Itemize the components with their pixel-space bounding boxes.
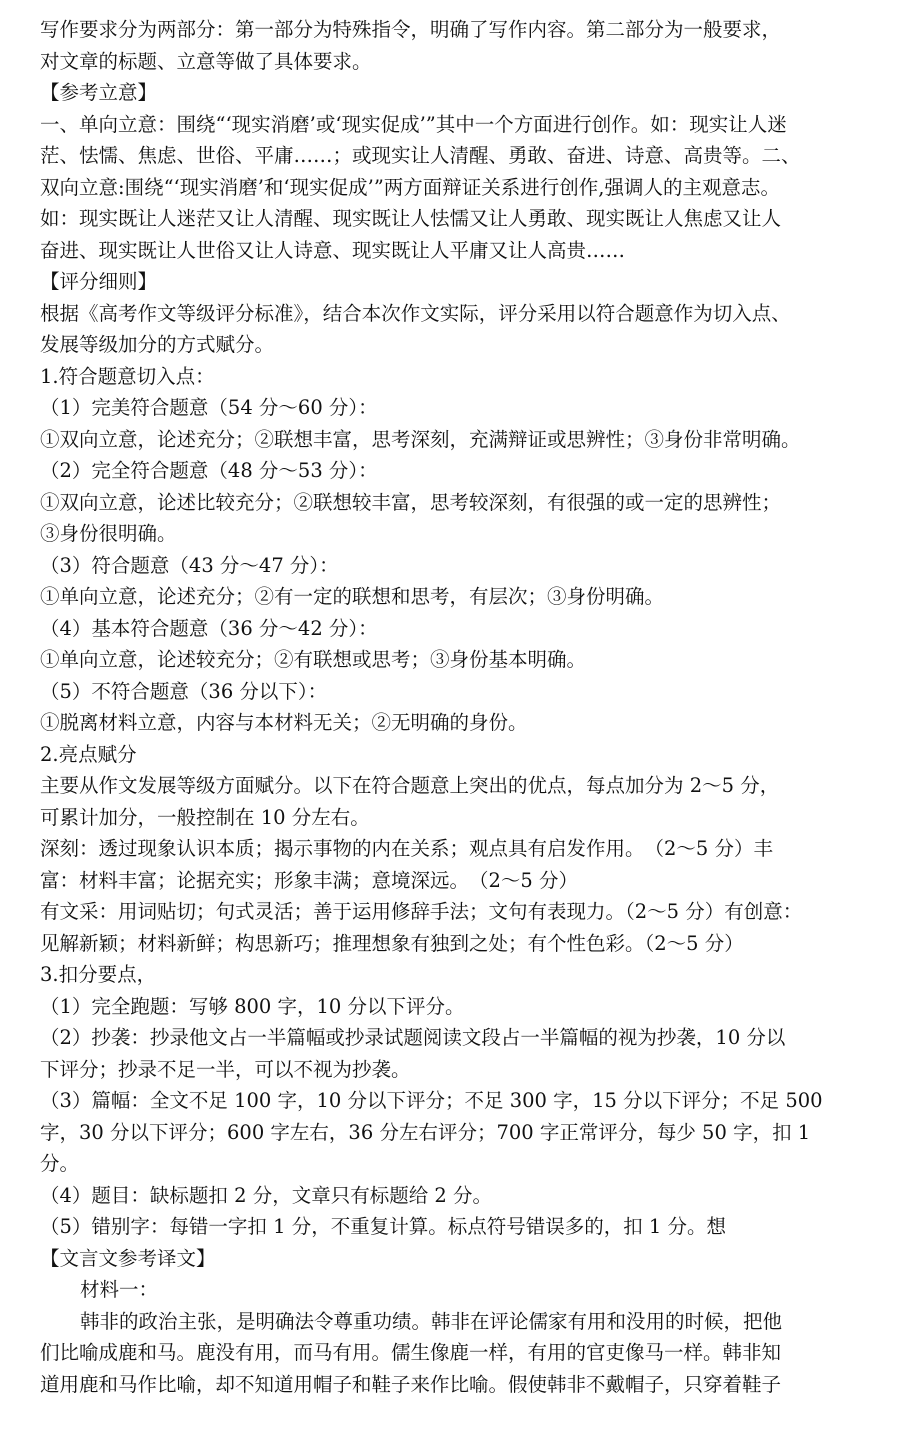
text-line: 下评分；抄录不足一半，可以不视为抄袭。: [40, 1057, 411, 1081]
text-line: 双向立意:围绕“‘现实消磨’和‘现实促成’”两方面辩证关系进行创作,强调人的主观意志。: [40, 175, 781, 199]
text-line: 2.亮点赋分: [40, 742, 137, 766]
text-line: （3）符合题意（43 分～47 分）：: [40, 553, 339, 577]
text-line: ①脱离材料立意，内容与本材料无关；②无明确的身份。: [40, 711, 528, 734]
text-line: 写作要求分为两部分：第一部分为特殊指令，明确了写作内容。第二部分为一般要求，: [40, 18, 782, 41]
text-line: （3）篇幅：全文不足 100 字，10 分以下评分；不足 300 字，15 分以下评分；不足 500: [40, 1089, 823, 1112]
section-heading: 【文言文参考译文】: [40, 1246, 216, 1270]
text-line: 一、单向立意：围绕“‘现实消磨’或‘现实促成’”其中一个方面进行创作。如：现实让人迷: [40, 112, 787, 136]
document-page: [40, 14, 866, 1400]
text-line: ①双向立意，论述充分；②联想丰富，思考深刻，充满辩证或思辨性；③身份非常明确。: [40, 427, 801, 451]
text-line: 字，30 分以下评分；600 字左右，36 分左右评分；700 字正常评分，每少 50 字，扣 1: [40, 1120, 811, 1144]
section-heading: 【参考立意】: [40, 81, 158, 104]
text-line: ①单向立意，论述较充分；②有联想或思考；③身份基本明确。: [40, 648, 587, 671]
text-line: 对文章的标题、立意等做了具体要求。: [40, 49, 372, 73]
text-line: 富：材料丰富；论据充实；形象丰满；意境深远。 （2～5 分）: [40, 868, 579, 892]
text-line: 韩非的政治主张，是明确法令尊重功绩。韩非在评论儒家有用和没用的时候，把他: [80, 1309, 783, 1333]
text-line: 根据《高考作文等级评分标准》，结合本次作文实际，评分采用以符合题意作为切入点、: [40, 301, 791, 325]
text-line: 们比喻成鹿和马。鹿没有用，而马有用。儒生像鹿一样，有用的官吏像马一样。韩非知: [40, 1341, 782, 1364]
text-line: 主要从作文发展等级方面赋分。以下在符合题意上突出的优点，每点加分为 2～5 分，: [40, 774, 780, 797]
text-line: 材料一：: [80, 1278, 159, 1301]
text-line: 有文采：用词贴切；句式灵活；善于运用修辞手法；文句有表现力。（2～5 分）有创意：: [40, 900, 803, 923]
text-line: 奋进、现实既让人世俗又让人诗意、现实既让人平庸又让人高贵……: [40, 238, 626, 262]
text-line: 茫、怯懦、焦虑、世俗、平庸……；或现实让人清醒、勇敢、奋进、诗意、高贵等。二、: [40, 144, 801, 167]
text-line: 深刻：透过现象认识本质；揭示事物的内在关系；观点具有启发作用。 （2～5 分）丰: [40, 837, 774, 860]
text-line: 发展等级加分的方式赋分。: [40, 333, 275, 356]
section-heading: 【评分细则】: [40, 270, 158, 293]
text-line: ①双向立意，论述比较充分；②联想较丰富，思考较深刻，有很强的或一定的思辨性；: [40, 490, 782, 514]
text-line: ①单向立意，论述充分；②有一定的联想和思考，有层次；③身份明确。: [40, 585, 665, 608]
text-line: 道用鹿和马作比喻，却不知道用帽子和鞋子来作比喻。假使韩非不戴帽子，只穿着鞋子: [40, 1372, 782, 1396]
text-line: （2）完全符合题意（48 分～53 分）：: [40, 459, 378, 482]
text-line: （2）抄袭：抄录他文占一半篇幅或抄录试题阅读文段占一半篇幅的视为抄袭，10 分以: [40, 1026, 786, 1049]
text-line: 分。: [40, 1152, 80, 1175]
text-line: （4）题目：缺标题扣 2 分，文章只有标题给 2 分。: [40, 1183, 493, 1207]
text-line: 可累计加分，一般控制在 10 分左右。: [40, 805, 370, 829]
text-line: ③身份很明确。: [40, 522, 177, 545]
text-line: 如：现实既让人迷茫又让人清醒、现实既让人怯懦又让人勇敢、现实既让人焦虑又让人: [40, 207, 782, 230]
text-line: （5）不符合题意（36 分以下）：: [40, 679, 328, 703]
text-line: 3.扣分要点，: [40, 963, 157, 986]
text-line: 见解新颖；材料新鲜；构思新巧；推理想象有独到之处；有个性色彩。（2～5 分）: [40, 931, 744, 955]
text-line: （1）完全跑题：写够 800 字，10 分以下评分。: [40, 994, 465, 1018]
text-line: （5）错别字：每错一字扣 1 分，不重复计算。标点符号错误多的，扣 1 分。想: [40, 1215, 727, 1238]
text-line: （1）完美符合题意（54 分～60 分）：: [40, 396, 378, 419]
text-line: 1.符合题意切入点：: [40, 364, 215, 388]
text-line: （4）基本符合题意（36 分～42 分）：: [40, 616, 378, 640]
